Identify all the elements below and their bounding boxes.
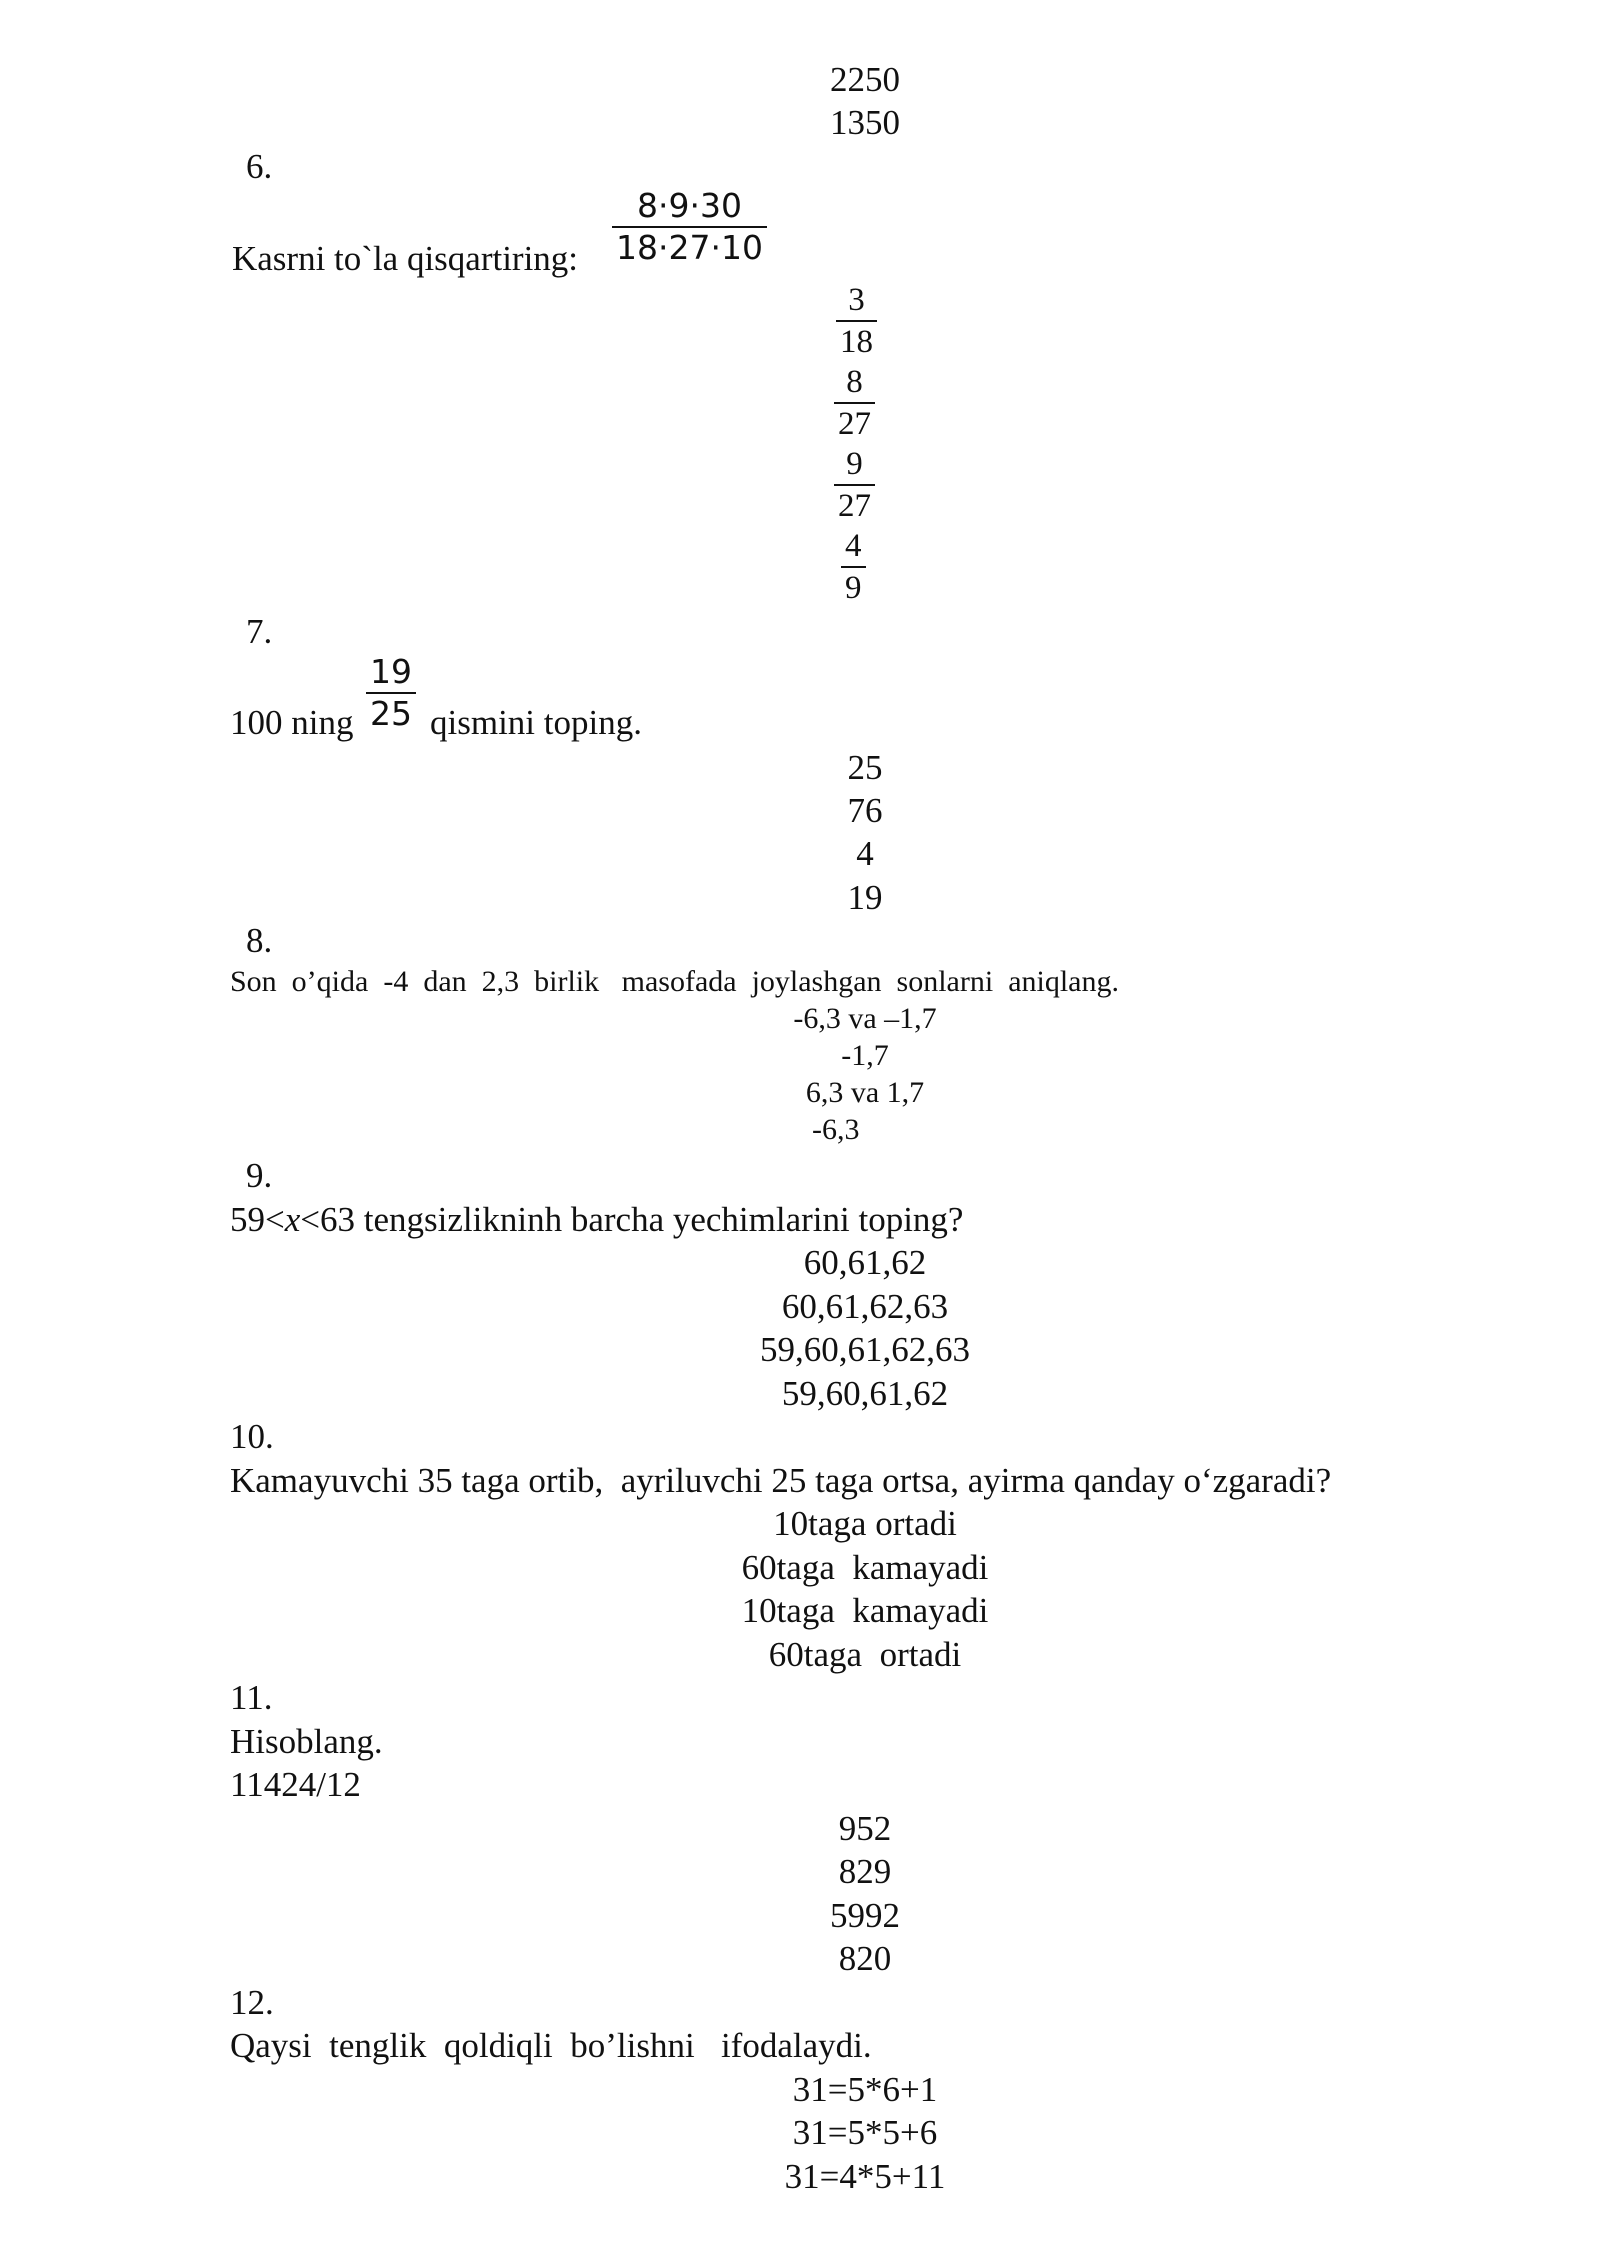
question-fraction — [366, 652, 416, 734]
fraction-numerator: 3 — [848, 282, 865, 318]
fraction-denominator: 9 — [845, 570, 862, 606]
answer-option: 31=5*6+1 — [792, 2070, 938, 2109]
answer-option: 60,61,62,63 — [781, 1287, 949, 1326]
question-text: Son o’qida -4 dan 2,3 birlik masofada joylashgan sonlarni aniqlang. — [230, 965, 1119, 998]
question-text: 100 ning — [230, 703, 354, 742]
question-text-start: 59< — [230, 1200, 285, 1239]
answer-option: 31=4*5+11 — [784, 2157, 946, 2196]
answer-option: 60taga kamayadi — [741, 1548, 989, 1587]
fraction-denominator: 18·27·10 — [616, 228, 763, 267]
fraction-denominator: 27 — [838, 488, 871, 524]
answer-option: 2250 — [830, 60, 900, 99]
answer-option: 76 — [847, 791, 883, 830]
fraction-numerator: 8·9·30 — [636, 186, 742, 225]
answer-option: 1350 — [830, 103, 900, 142]
question-number: 7. — [246, 612, 273, 651]
question-text — [230, 1198, 963, 1242]
question-number: 12. — [230, 1983, 274, 2022]
answer-option: 10taga ortadi — [773, 1504, 957, 1543]
answer-option: 31=5*5+6 — [792, 2113, 938, 2152]
answer-option: 820 — [838, 1939, 892, 1978]
question-number: 8. — [246, 921, 273, 960]
answer-option: 19 — [847, 878, 883, 917]
answer-fraction — [836, 280, 877, 362]
fraction-denominator: 27 — [838, 406, 871, 442]
answer-option: -6,3 — [812, 1113, 860, 1146]
answer-fraction — [841, 526, 866, 608]
answer-option: 60taga ortadi — [768, 1635, 962, 1674]
question-expression: 11424/12 — [230, 1765, 361, 1804]
fraction-denominator: 25 — [370, 694, 412, 733]
question-number: 6. — [246, 147, 273, 186]
answer-option: 4 — [856, 834, 874, 873]
answer-option: 10taga kamayadi — [741, 1591, 989, 1630]
answer-option: 5992 — [830, 1896, 900, 1935]
answer-option: -1,7 — [841, 1039, 889, 1072]
question-text: Kasrni to`la qisqartiring: — [232, 239, 579, 278]
question-number: 10. — [230, 1417, 274, 1456]
answer-option: 952 — [838, 1809, 892, 1848]
answer-option: 59,60,61,62,63 — [760, 1330, 970, 1369]
answer-fraction — [834, 362, 875, 444]
question-number: 9. — [246, 1156, 273, 1195]
answer-option: 6,3 va 1,7 — [805, 1076, 925, 1109]
question-text: Qaysi tenglik qoldiqli bo’lishni ifodalaydi. — [230, 2026, 872, 2065]
answer-option: 25 — [847, 748, 883, 787]
answer-option: 59,60,61,62 — [781, 1374, 949, 1413]
fraction-numerator: 4 — [845, 528, 862, 564]
question-text: Hisoblang. — [230, 1722, 383, 1761]
fraction-numerator: 19 — [370, 652, 412, 691]
question-text-end: <63 tengsizlikninh barcha yechimlarini toping? — [300, 1200, 964, 1239]
answer-option: 60,61,62 — [803, 1243, 927, 1282]
answer-fraction — [834, 444, 875, 526]
question-fraction — [612, 186, 767, 268]
answer-option: -6,3 va –1,7 — [793, 1002, 937, 1035]
fraction-denominator: 18 — [840, 324, 873, 360]
question-text: qismini toping. — [430, 703, 642, 742]
variable-x: x — [284, 1200, 301, 1239]
question-text: Kamayuvchi 35 taga ortib, ayriluvchi 25 taga ortsa, ayirma qanday o‘zgaradi? — [230, 1461, 1332, 1500]
fraction-numerator: 8 — [846, 364, 863, 400]
fraction-numerator: 9 — [846, 446, 863, 482]
answer-option: 829 — [838, 1852, 892, 1891]
question-number: 11. — [230, 1678, 273, 1717]
